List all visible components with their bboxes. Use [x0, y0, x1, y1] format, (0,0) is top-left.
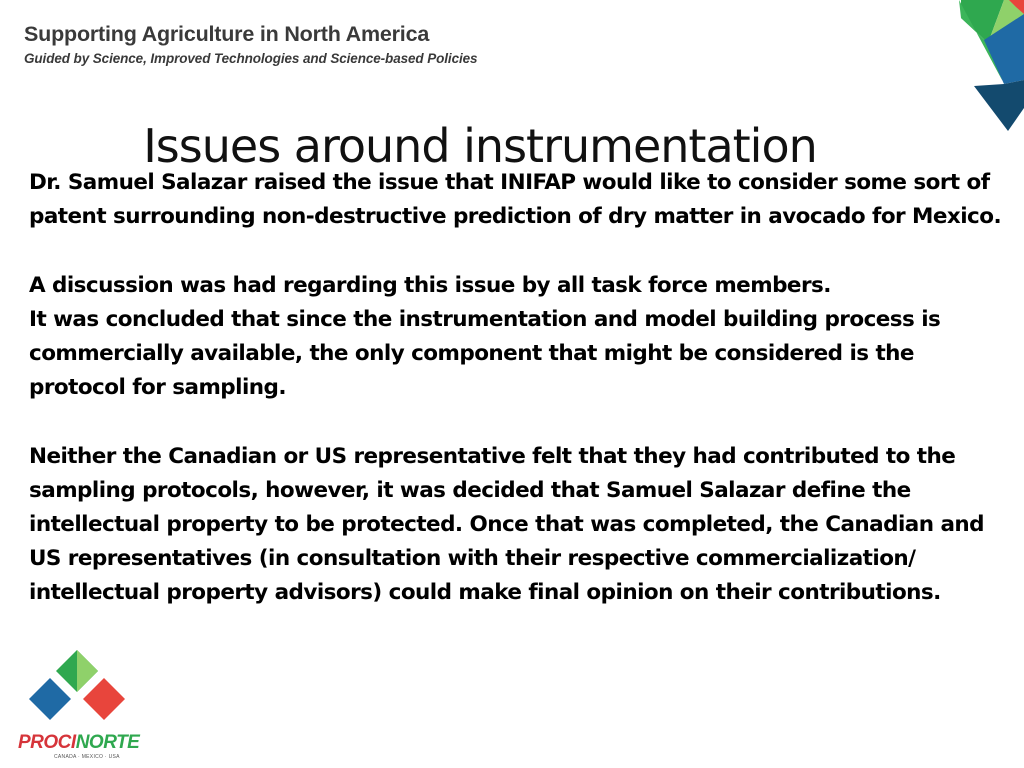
wordmark-part2: NORTE	[75, 732, 140, 753]
paragraph-conclusion: It was concluded that since the instrumentation and model building process is commercially available, the only component that might be considered is the protocol for sampling.	[29, 306, 941, 401]
paragraph-representatives: Neither the Canadian or US representative felt that they had contributed to the sampling protocols, however, it was decided that Samuel Salazar define the intellectual property to be protected. Once that was completed, the Canadian and US representatives (in consultation with their respective commercialization/ intellectual property advisors) could make final opinion on their contributions.	[29, 443, 985, 606]
procinorte-logo	[14, 648, 139, 760]
paragraph-patent-issue: Dr. Samuel Salazar raised the issue that INIFAP would like to consider some sort of patent surrounding non-destructive prediction of dry matter in avocado for Mexico.	[29, 170, 1002, 230]
header-title: Supporting Agriculture in North America	[24, 22, 430, 46]
logo-diamond-blue	[29, 678, 71, 720]
procinorte-wordmark	[18, 732, 143, 754]
logo-diamond-red	[83, 678, 125, 720]
header-subtitle: Guided by Science, Improved Technologies and Science-based Policies	[24, 51, 478, 66]
corner-diamond-graphic	[884, 0, 1024, 135]
paragraph-discussion: A discussion was had regarding this issue by all task force members.	[29, 272, 831, 298]
paragraph-gap	[29, 405, 1004, 439]
paragraph-gap	[29, 234, 1004, 268]
slide-body	[29, 166, 1004, 611]
wordmark-part1: PROCI	[18, 732, 76, 753]
procinorte-diamond-icon	[24, 648, 130, 730]
corner-diamond-navy	[974, 80, 1024, 131]
procinorte-tagline: CANADA · MEXICO · USA	[54, 754, 120, 760]
slide-title: Issues around instrumentation	[143, 118, 817, 173]
logo-diamond-light-green	[77, 650, 98, 692]
